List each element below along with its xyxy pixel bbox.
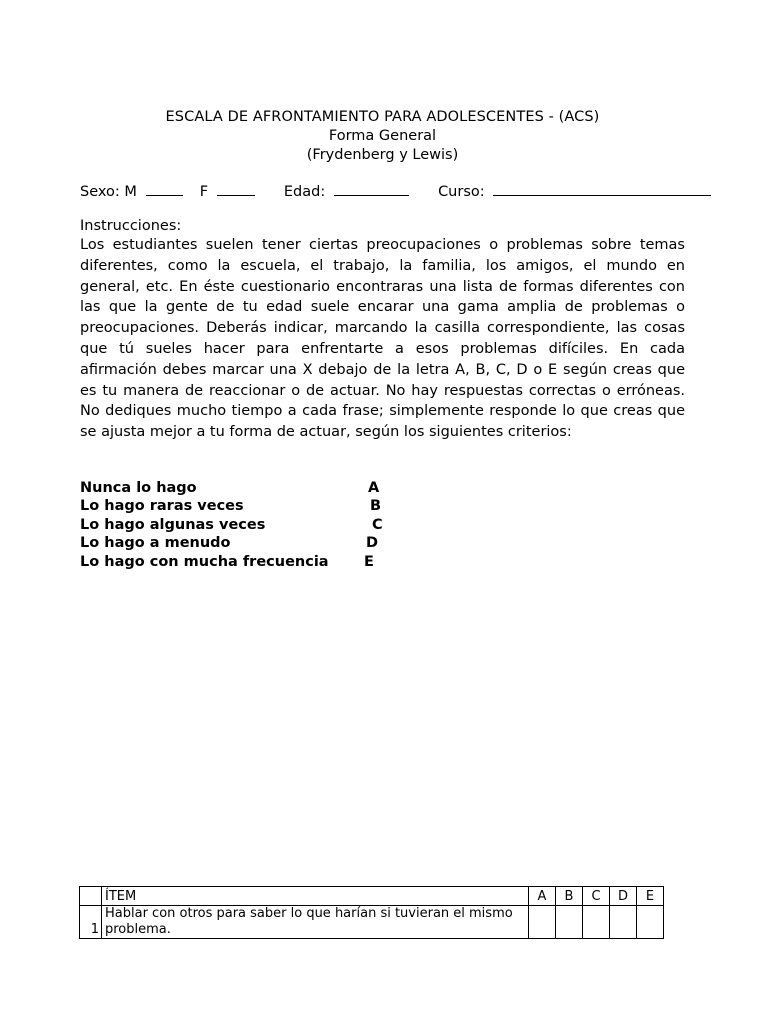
edad-label: Edad: bbox=[283, 184, 326, 200]
student-info-fields bbox=[80, 181, 690, 202]
criteria-code: A bbox=[368, 480, 380, 496]
sexo-f-blank[interactable] bbox=[217, 181, 255, 196]
item-number: 1 bbox=[80, 906, 102, 939]
sexo-f-label: F bbox=[199, 184, 209, 200]
answer-cell-a[interactable] bbox=[529, 906, 556, 939]
instructions-body: Los estudiantes suelen tener ciertas preocupaciones o problemas sobre temas diferentes, como la escuela, el trabajo, la familia, los amigos, el mundo en general, etc. En éste cuestionario encontraras una lista de formas diferentes con las que la gente de tu edad suele encarar una gama amplia de problemas o preocupaciones. Deberás indicar, marcando la casilla correspondiente, las cosas que tú sueles hacer para enfrentarte a esos problemas difíciles. En cada afirmación debes marcar una X debajo de la letra A, B, C, D o E según creas que es tu manera de reaccionar o de actuar. No hay respuestas correctas o erróneas. No dediques mucho tiempo a cada frase; simplemente responde lo que creas que se ajusta mejor a tu forma de actuar, según los siguientes criterios: bbox=[80, 237, 685, 441]
table-header-row bbox=[80, 887, 664, 906]
answer-cell-d[interactable] bbox=[610, 906, 637, 939]
edad-blank[interactable] bbox=[334, 181, 409, 196]
document-subtitle: Forma General bbox=[328, 128, 437, 144]
criteria-row bbox=[80, 479, 400, 497]
table-header-option-a: A bbox=[529, 887, 556, 906]
criteria-label: Lo hago algunas veces bbox=[80, 516, 266, 533]
curso-label: Curso: bbox=[438, 184, 485, 200]
table-header-option-b: B bbox=[556, 887, 583, 906]
criteria-label: Lo hago con mucha frecuencia bbox=[80, 553, 329, 570]
document-authors: (Frydenberg y Lewis) bbox=[306, 147, 459, 163]
item-text: Hablar con otros para saber lo que harían si tuvieran el mismo problema. bbox=[102, 906, 529, 939]
answer-cell-b[interactable] bbox=[556, 906, 583, 939]
table-header-option-c: C bbox=[583, 887, 610, 906]
table-header-number bbox=[80, 887, 102, 906]
answer-cell-c[interactable] bbox=[583, 906, 610, 939]
criteria-code: E bbox=[364, 553, 374, 570]
criteria-label: Lo hago raras veces bbox=[80, 498, 244, 515]
document-title: ESCALA DE AFRONTAMIENTO PARA ADOLESCENTES - (ACS) bbox=[165, 109, 600, 125]
sexo-m-label: Sexo: M bbox=[80, 184, 137, 200]
items-table bbox=[79, 886, 664, 939]
table-header-option-d: D bbox=[610, 887, 637, 906]
criteria-list bbox=[80, 479, 400, 571]
criteria-label: Lo hago a menudo bbox=[80, 535, 231, 552]
criteria-label: Nunca lo hago bbox=[80, 480, 197, 496]
sexo-m-blank[interactable] bbox=[146, 181, 183, 196]
criteria-code: D bbox=[366, 535, 379, 552]
table-header-item: ÍTEM bbox=[102, 887, 529, 906]
criteria-row bbox=[80, 516, 400, 534]
answer-cell-e[interactable] bbox=[637, 906, 664, 939]
criteria-code: C bbox=[372, 516, 383, 533]
table-row bbox=[80, 906, 664, 939]
table-header-option-e: E bbox=[637, 887, 664, 906]
instructions-heading: Instrucciones: bbox=[80, 218, 182, 234]
criteria-row bbox=[80, 534, 400, 552]
criteria-code: B bbox=[370, 498, 382, 515]
criteria-row bbox=[80, 553, 400, 571]
title-block bbox=[80, 108, 685, 165]
curso-blank[interactable] bbox=[493, 181, 711, 196]
criteria-row bbox=[80, 497, 400, 515]
